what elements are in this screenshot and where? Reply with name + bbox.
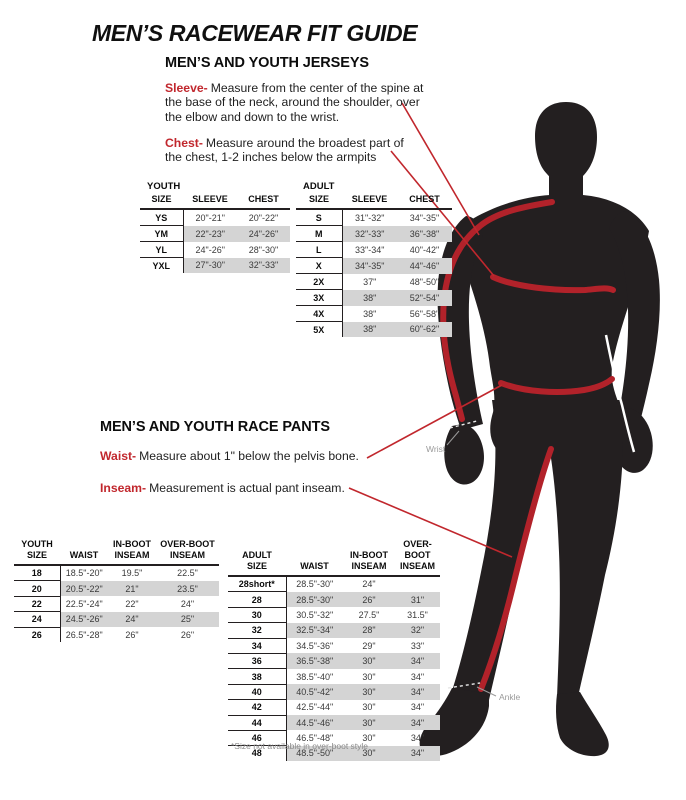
youth-pants-table [14, 539, 219, 642]
column-header: WAIST [60, 539, 108, 565]
table-cell: 34" [395, 684, 440, 699]
header-row [140, 194, 290, 209]
table-row [296, 209, 452, 226]
table-cell: 4X [296, 306, 342, 322]
table-cell: 30" [343, 746, 395, 761]
column-header: SIZE [140, 194, 183, 209]
table-cell: 24 [14, 612, 60, 627]
table-cell: 60"-62" [397, 322, 452, 338]
table-cell: 29" [362, 640, 376, 651]
table-cell: 30" [343, 715, 395, 730]
table-cell: 38" [363, 308, 377, 319]
table-row [14, 581, 219, 596]
pants-section-heading: MEN’S AND YOUTH RACE PANTS [100, 419, 330, 435]
youth-jersey-table [140, 194, 290, 273]
column-header: OVER-BOOT INSEAM [395, 539, 440, 576]
waist-instructions [100, 449, 359, 463]
table-cell: 24" [362, 579, 376, 590]
table-cell: 5X [296, 322, 342, 338]
size-table [296, 194, 452, 337]
inseam-text: Measurement is actual pant inseam. [149, 481, 345, 495]
chest-text: Measure around the broadest part of the chest, 1-2 inches below the armpits [165, 136, 404, 165]
table-cell: 46.5"-48" [296, 733, 334, 744]
adult-pants-size-table [228, 539, 440, 761]
table-cell: YS [140, 209, 183, 226]
table-row [140, 242, 290, 258]
table-cell: 34 [228, 638, 286, 653]
table-cell: 18 [14, 565, 60, 581]
table-cell: 24" [180, 598, 195, 609]
table-cell: 20.5"-22" [60, 581, 108, 596]
table-cell: 48 [228, 746, 286, 761]
table-cell: M [296, 226, 342, 242]
table-cell: 34.5"-36" [296, 640, 334, 651]
table-cell: 28short* [228, 576, 286, 592]
table-cell: 27"-30" [183, 258, 237, 274]
table-cell: 38.5"-40" [296, 671, 334, 682]
table-cell: 30" [362, 702, 376, 713]
table-cell: 26 [14, 627, 60, 642]
table-row [296, 322, 452, 338]
size-table [140, 194, 290, 273]
column-header: OVER-BOOT INSEAM [156, 539, 219, 565]
table-cell: 32.5"-34" [286, 623, 343, 638]
table-row [296, 242, 452, 258]
table-cell: 28"-30" [248, 244, 279, 255]
table-row [228, 607, 440, 622]
table-cell: 44"-46" [397, 258, 452, 274]
table-cell: 36 [228, 653, 286, 668]
table-cell: 25" [156, 612, 219, 627]
silhouette-left-hand [444, 424, 484, 485]
table-cell: 21" [108, 581, 156, 596]
table-row [228, 592, 440, 607]
table-cell: 18.5"-20" [65, 568, 103, 579]
table-cell: 3X [296, 290, 342, 306]
youth-jersey-group-label: YOUTH [147, 181, 181, 192]
table-cell: 22" [125, 598, 139, 609]
table-cell: 34" [410, 702, 425, 713]
size-table [14, 539, 219, 642]
table-cell: YXL [140, 258, 183, 274]
table-cell: 44.5"-46" [286, 715, 343, 730]
table-cell: 34"-35" [342, 258, 397, 274]
table-row [14, 596, 219, 611]
column-header: CHEST [237, 194, 290, 209]
table-cell: 24"-26" [195, 244, 225, 255]
adult-jersey-group-label: ADULT [303, 181, 335, 192]
table-cell: 32"-33" [237, 258, 290, 274]
table-cell: 20"-21" [195, 212, 225, 223]
table-cell: 34" [410, 733, 425, 744]
table-cell: 30" [362, 733, 376, 744]
column-header: SLEEVE [342, 194, 397, 209]
table-cell: 22.5" [177, 568, 198, 579]
table-cell: X [296, 258, 342, 274]
table-cell: 48.5"-50" [286, 746, 343, 761]
table-cell: 34" [395, 746, 440, 761]
table-cell: 26" [343, 592, 395, 607]
sleeve-label: Sleeve- [165, 81, 208, 95]
table-cell: 52"-54" [397, 290, 452, 306]
table-cell: 31"-32" [355, 212, 385, 223]
youth-jersey-size-table [140, 181, 290, 273]
sleeve-text: Measure from the center of the spine at the base of the neck, around the shoulder, over the elbow and down to the wrist. [165, 81, 424, 124]
table-cell: 2X [296, 274, 342, 290]
table-row [14, 565, 219, 581]
table-cell: 28.5"-30" [296, 579, 334, 590]
table-cell: 30 [228, 607, 286, 622]
youth-pants-size-table [14, 539, 219, 642]
table-row [228, 715, 440, 730]
table-cell: 34"-35" [409, 212, 440, 223]
table-cell: 24.5"-26" [60, 612, 108, 627]
table-row [296, 258, 452, 274]
table-row [14, 627, 219, 642]
silhouette-right-foot [556, 692, 609, 756]
table-cell: 34" [395, 653, 440, 668]
table-cell: 37" [363, 276, 377, 287]
table-cell: 22"-23" [183, 226, 237, 242]
table-cell: 40 [228, 684, 286, 699]
waist-text: Measure about 1" below the pelvis bone. [139, 449, 359, 463]
table-cell: 20"-22" [248, 212, 279, 223]
table-cell: 26" [125, 629, 139, 640]
table-cell: YM [140, 226, 183, 242]
waist-label: Waist- [100, 449, 137, 463]
table-cell: 28.5"-30" [286, 592, 343, 607]
table-cell: 22.5"-24" [65, 598, 103, 609]
table-row [228, 684, 440, 699]
table-cell: 31" [395, 592, 440, 607]
table-row [228, 638, 440, 653]
jerseys-section-heading: MEN’S AND YOUTH JERSEYS [165, 55, 369, 71]
table-row [228, 576, 440, 592]
table-cell: 27.5" [358, 609, 380, 620]
table-cell: 30" [343, 684, 395, 699]
table-cell: 32"-33" [342, 226, 397, 242]
table-cell: 26" [180, 629, 195, 640]
table-cell: L [296, 242, 342, 258]
table-cell: 38 [228, 669, 286, 684]
column-header: ADULT SIZE [228, 539, 286, 576]
table-cell: 22 [14, 596, 60, 611]
table-cell [395, 576, 440, 592]
table-row [228, 623, 440, 638]
table-cell: 46 [228, 730, 286, 745]
inseam-instructions [100, 481, 345, 495]
table-cell: 40"-42" [409, 244, 440, 255]
overboot-footnote: *Size not available in over-boot style [231, 741, 369, 751]
chest-instructions [165, 136, 410, 165]
column-header: WAIST [286, 539, 343, 576]
table-cell: 36.5"-38" [286, 653, 343, 668]
table-row [296, 306, 452, 322]
header-row [14, 539, 219, 565]
table-cell: 34" [395, 715, 440, 730]
sleeve-instructions [165, 81, 427, 124]
column-header: CHEST [397, 194, 452, 209]
table-cell: 30" [343, 653, 395, 668]
column-header: SIZE [296, 194, 342, 209]
table-row [228, 669, 440, 684]
table-cell: 30" [362, 671, 376, 682]
table-cell: 30.5"-32" [296, 609, 334, 620]
size-table [228, 539, 440, 761]
table-cell: S [296, 209, 342, 226]
table-cell: 33" [410, 640, 425, 651]
table-cell: YL [140, 242, 183, 258]
table-cell: 33"-34" [355, 244, 385, 255]
adult-jersey-table [296, 194, 452, 337]
table-cell: 19.5" [121, 568, 143, 579]
table-cell: 38" [342, 290, 397, 306]
table-cell: 20 [14, 581, 60, 596]
table-cell: 42 [228, 700, 286, 715]
table-cell: 56"-58" [409, 308, 440, 319]
table-cell: 42.5"-44" [296, 702, 334, 713]
table-row [140, 209, 290, 226]
table-cell: 36"-38" [397, 226, 452, 242]
table-cell: 28" [343, 623, 395, 638]
chest-label: Chest- [165, 136, 203, 150]
table-cell: 40.5"-42" [286, 684, 343, 699]
table-cell: 26.5"-28" [65, 629, 103, 640]
table-cell: 48"-50" [409, 276, 440, 287]
table-cell: 28 [228, 592, 286, 607]
header-row [296, 194, 452, 209]
table-cell: 23.5" [156, 581, 219, 596]
table-cell: 24"-26" [237, 226, 290, 242]
column-header: SLEEVE [183, 194, 237, 209]
ankle-label: Ankle [499, 692, 521, 702]
table-row [296, 274, 452, 290]
man-silhouette [420, 102, 660, 756]
table-cell: 24" [108, 612, 156, 627]
table-cell: 38" [342, 322, 397, 338]
inseam-label: Inseam- [100, 481, 147, 495]
table-cell: 44 [228, 715, 286, 730]
header-row [228, 539, 440, 576]
column-header: IN-BOOT INSEAM [108, 539, 156, 565]
table-row [14, 612, 219, 627]
table-cell: 31.5" [407, 609, 428, 620]
wrist-label: Wrist [426, 444, 446, 454]
table-cell: 34" [410, 671, 425, 682]
table-cell: 32 [228, 623, 286, 638]
table-row [228, 700, 440, 715]
silhouette-right-leg [549, 400, 623, 697]
adult-pants-table [228, 539, 440, 761]
table-row [228, 653, 440, 668]
table-row [140, 258, 290, 274]
column-header: IN-BOOT INSEAM [343, 539, 395, 576]
column-header: YOUTH SIZE [14, 539, 60, 565]
table-row [296, 226, 452, 242]
table-cell: 32" [395, 623, 440, 638]
table-row [140, 226, 290, 242]
page-title: MEN’S RACEWEAR FIT GUIDE [92, 20, 418, 46]
adult-jersey-size-table [296, 181, 452, 337]
table-row [296, 290, 452, 306]
